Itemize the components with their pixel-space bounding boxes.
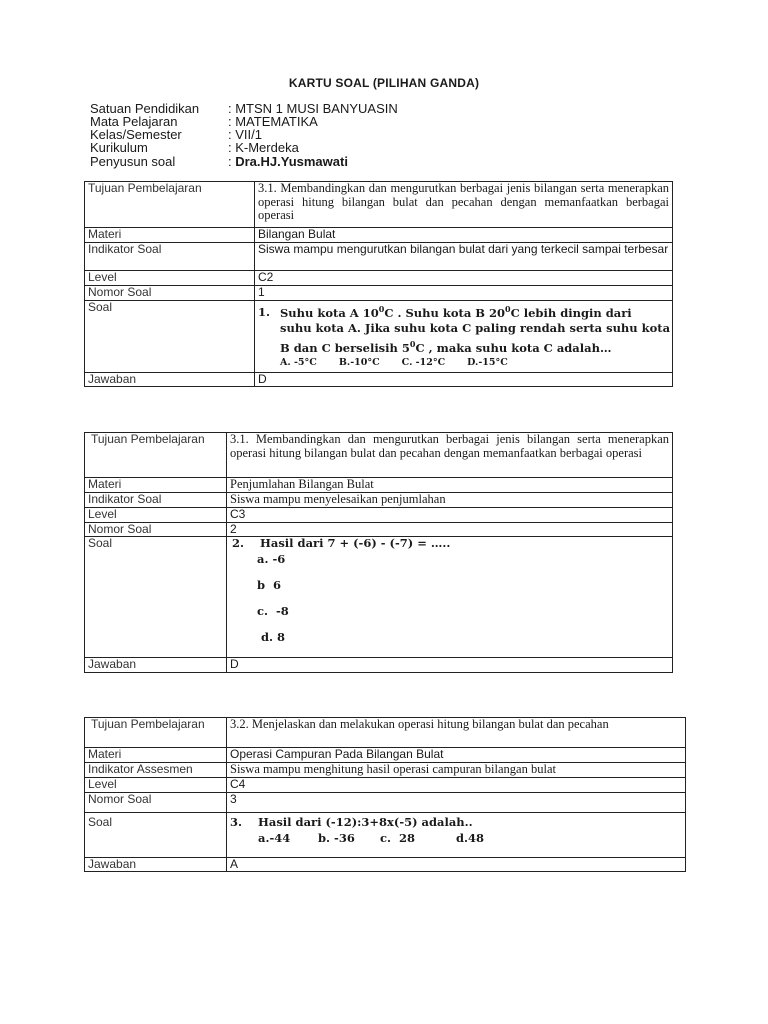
soal-text-c: C lebih dingin dari (510, 305, 632, 320)
degree-sup-1: 0 (378, 303, 385, 314)
soal-question: 2. Hasil dari 7 + (-6) - (-7) = ….. (232, 536, 451, 550)
soal-label: Soal (85, 812, 227, 857)
tujuan-value: 3.1. Membandingkan dan mengurutkan berbagai jenis bilangan serta menerapkan operasi hitung bilangan bulat dan pecahan dengan memanfaatkan berbagai operasi (255, 182, 673, 228)
soal-line-3 (258, 336, 669, 356)
option-a: a. -6 (257, 552, 286, 566)
tujuan-value: 3.1. Membandingkan dan mengurutkan berbagai jenis bilangan serta menerapkan operasi hitung bilangan bulat dan pecahan dengan memanfaatkan berbagai operasi (227, 433, 673, 478)
kelas-label: Kelas/Semester (90, 127, 182, 142)
option-d: d. 8 (261, 630, 286, 644)
options-row (258, 356, 669, 370)
tujuan-value: 3.2. Menjelaskan dan melakukan operasi hitung bilangan bulat dan pecahan (227, 718, 686, 748)
options-row (230, 832, 682, 846)
indikator-label: Indikator Soal (85, 243, 255, 271)
tujuan-label: Tujuan Pembelajaran (85, 182, 255, 228)
nomor-soal-value: 1 (255, 286, 673, 301)
materi-label: Materi (85, 478, 227, 493)
indikator-value: Siswa mampu menyelesaikan penjumlahan (227, 493, 673, 508)
jawaban-label: Jawaban (85, 372, 255, 387)
soal-content (227, 812, 686, 857)
degree-sup-3: 0 (409, 339, 416, 350)
option-a: a.-44 (258, 830, 291, 845)
nomor-soal-label: Nomor Soal (85, 522, 227, 537)
nomor-soal-label: Nomor Soal (85, 286, 255, 301)
penyusun-colon: : (228, 154, 236, 169)
option-c: C. -12°C (401, 357, 446, 369)
soal-text-a: Suhu kota A 10 (280, 305, 379, 320)
jawaban-value: D (255, 372, 673, 387)
nomor-soal-value: 2 (227, 522, 673, 537)
option-b: b 6 (257, 578, 282, 592)
option-c: c. 28 (380, 830, 416, 845)
nomor-soal-value: 3 (227, 792, 686, 812)
page-title: KARTU SOAL (PILIHAN GANDA) (288, 76, 480, 90)
mapel-label: Mata Pelajaran (90, 114, 178, 129)
option-c: c. -8 (257, 604, 289, 618)
soal-line-3b: C , maka suhu kota C adalah… (415, 341, 612, 356)
soal-question: 3. Hasil dari (-12):3+8x(-5) adalah.. (230, 814, 473, 829)
tujuan-label: Tujuan Pembelajaran (85, 433, 227, 478)
question-card-3 (84, 717, 686, 872)
satuan-label: Satuan Pendidikan (90, 101, 200, 116)
penyusun-value-wrap (228, 155, 348, 169)
soal-number: 1. (258, 305, 271, 320)
jawaban-label: Jawaban (85, 658, 227, 673)
level-value: C2 (255, 271, 673, 286)
soal-content (227, 537, 673, 658)
materi-value: Bilangan Bulat (255, 228, 673, 243)
degree-sup-2: 0 (505, 303, 511, 314)
jawaban-value: D (227, 658, 673, 673)
materi-label: Materi (85, 748, 227, 763)
indikator-label: Indikator Soal (85, 493, 227, 508)
question-card-1 (84, 181, 673, 387)
materi-label: Materi (85, 228, 255, 243)
soal-line-2: suhu kota A. Jika suhu kota C paling rendah serta suhu kota (280, 321, 671, 336)
option-a: A. -5°C (280, 357, 317, 369)
kelas-value: : VII/1 (228, 127, 262, 142)
tujuan-label: Tujuan Pembelajaran (85, 718, 227, 748)
jawaban-value: A (227, 857, 686, 872)
soal-line-3a: B dan C berselisih 5 (280, 341, 410, 356)
nomor-soal-label: Nomor Soal (85, 792, 227, 812)
soal-content (255, 300, 673, 372)
level-value: C4 (227, 778, 686, 793)
satuan-value: : MTSN 1 MUSI BANYUASIN (228, 101, 398, 116)
materi-value: Penjumlahan Bilangan Bulat (227, 478, 673, 493)
penyusun-value: Dra.HJ.Yusmawati (235, 154, 348, 169)
option-b: b. -36 (318, 830, 355, 845)
soal-label: Soal (85, 537, 227, 658)
kurikulum-value: : K-Merdeka (228, 140, 299, 155)
option-b: B.-10°C (338, 357, 380, 369)
materi-value: Operasi Campuran Pada Bilangan Bulat (227, 748, 686, 763)
soal-line-1 (258, 301, 669, 321)
jawaban-label: Jawaban (85, 857, 227, 872)
soal-label: Soal (85, 300, 255, 372)
option-d: d.48 (456, 830, 485, 845)
option-d: D.-15°C (467, 357, 508, 369)
indikator-value: Siswa mampu mengurutkan bilangan bulat dari yang terkecil sampai terbesar (255, 243, 673, 271)
soal-text-b: C . Suhu kota B 20 (384, 305, 506, 320)
level-value: C3 (227, 508, 673, 523)
question-card-2 (84, 432, 673, 673)
penyusun-label: Penyusun soal (90, 154, 176, 169)
mapel-value: : MATEMATIKA (228, 114, 318, 129)
kurikulum-label: Kurikulum (90, 140, 148, 155)
indikator-label: Indikator Assesmen (85, 763, 227, 778)
level-label: Level (85, 778, 227, 793)
indikator-value: Siswa mampu menghitung hasil operasi campuran bilangan bulat (227, 763, 686, 778)
level-label: Level (85, 271, 255, 286)
level-label: Level (85, 508, 227, 523)
